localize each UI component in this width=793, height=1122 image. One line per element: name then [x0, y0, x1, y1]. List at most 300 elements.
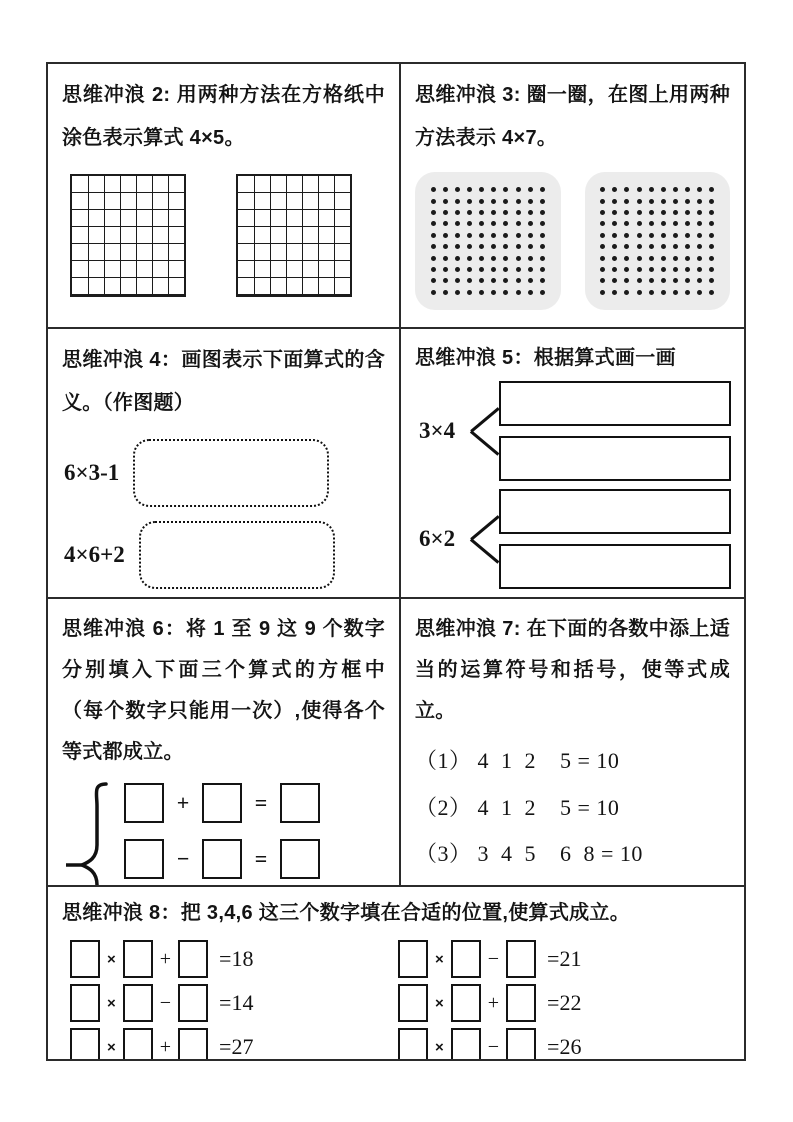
grid-cell[interactable] [286, 278, 303, 295]
grid-cell[interactable] [136, 193, 153, 210]
dot-icon [673, 290, 678, 295]
dot-icon [661, 267, 666, 272]
answer-box[interactable] [506, 1028, 536, 1059]
grid-cell[interactable] [72, 176, 89, 193]
grid-cell[interactable] [334, 278, 351, 295]
grid-cell[interactable] [104, 210, 121, 227]
dot-icon [637, 221, 642, 226]
dot-icon [697, 244, 702, 249]
dot-icon [540, 199, 545, 204]
wave8-columns [62, 937, 730, 1059]
dot-icon [661, 244, 666, 249]
grid-cell[interactable] [302, 210, 319, 227]
dot-icon [443, 187, 448, 192]
dot-icon [697, 187, 702, 192]
dot-icon [612, 221, 617, 226]
dot-icon [516, 256, 521, 261]
drawing-box[interactable] [499, 544, 731, 589]
dot-icon [673, 187, 678, 192]
dot-icon [673, 221, 678, 226]
worksheet-table [46, 62, 746, 1061]
grid-cell[interactable] [270, 261, 287, 278]
drawing-box[interactable] [499, 489, 731, 534]
dot-icon [673, 244, 678, 249]
dot-icon [637, 210, 642, 215]
answer-box[interactable] [178, 984, 208, 1022]
dot-icon [685, 267, 690, 272]
dot-icon [516, 187, 521, 192]
dot-icon [637, 244, 642, 249]
dot-icon [431, 199, 436, 204]
dot-icon [649, 233, 654, 238]
grid-cell[interactable] [72, 227, 89, 244]
grid-cell[interactable] [286, 261, 303, 278]
grid-cell[interactable] [120, 176, 137, 193]
equation-row [398, 981, 581, 1025]
wave2-title: 思维冲浪 2: 用两种方法在方格纸中涂色表示算式 4×5。 [62, 84, 385, 149]
cell-wave6 [48, 599, 401, 887]
dot-icon [697, 290, 702, 295]
grid-cell[interactable] [302, 244, 319, 261]
dot-icon [661, 199, 666, 204]
answer-box[interactable] [178, 940, 208, 978]
dot-icon [600, 221, 605, 226]
grid-cell[interactable] [318, 193, 335, 210]
grid-cell[interactable] [318, 176, 335, 193]
answer-box[interactable] [123, 940, 153, 978]
grid-cell[interactable] [270, 210, 287, 227]
operator-label: + [159, 947, 172, 970]
dot-icon [443, 267, 448, 272]
dot-array-mat[interactable] [585, 172, 731, 310]
answer-box[interactable] [506, 984, 536, 1022]
wave8-left-column [70, 937, 380, 1059]
dot-icon [528, 221, 533, 226]
expression-label: 6×3-1 [64, 460, 120, 485]
grid-cell[interactable] [238, 244, 255, 261]
dot-icon [443, 233, 448, 238]
wave5-groups [415, 381, 730, 589]
grid-cell[interactable] [318, 244, 335, 261]
grid-cell[interactable] [120, 244, 137, 261]
dot-icon [443, 210, 448, 215]
grid-cell[interactable] [302, 176, 319, 193]
times-label: × [107, 1038, 116, 1056]
dot-icon [528, 233, 533, 238]
answer-box[interactable] [451, 940, 481, 978]
expression-label: 6×2 [419, 526, 456, 551]
dot-array-mat[interactable] [415, 172, 561, 310]
dot-icon [673, 256, 678, 261]
answer-box[interactable] [70, 940, 100, 978]
dot-icon [600, 199, 605, 204]
dot-icon [661, 221, 666, 226]
answer-box[interactable] [123, 1028, 153, 1059]
dot-icon [685, 233, 690, 238]
grid-cell[interactable] [152, 278, 169, 295]
answer-box[interactable] [70, 1028, 100, 1059]
dot-icon [600, 267, 605, 272]
dot-icon [624, 267, 629, 272]
operator-label: − [487, 947, 500, 970]
dot-icon [709, 290, 714, 295]
times-label: × [435, 950, 444, 968]
grid-cell[interactable] [286, 210, 303, 227]
grid-cell[interactable] [88, 210, 105, 227]
dot-icon [491, 210, 496, 215]
dot-icon [637, 233, 642, 238]
dot-icon [637, 187, 642, 192]
grid-cell[interactable] [168, 244, 185, 261]
dot-icon [600, 244, 605, 249]
grid-cell[interactable] [334, 261, 351, 278]
grid-cell[interactable] [302, 278, 319, 295]
dot-icon [443, 244, 448, 249]
grid-cell[interactable] [270, 193, 287, 210]
dot-icon [540, 233, 545, 238]
dot-icon [443, 256, 448, 261]
grid-cell[interactable] [152, 244, 169, 261]
dot-icon [624, 278, 629, 283]
dot-icon [503, 278, 508, 283]
grid-cell[interactable] [120, 193, 137, 210]
dot-icon [637, 199, 642, 204]
dot-icon [528, 210, 533, 215]
dot-icon [503, 210, 508, 215]
grid-cell[interactable] [104, 244, 121, 261]
grid-cell[interactable] [334, 227, 351, 244]
dot-icon [697, 221, 702, 226]
dot-icon [709, 244, 714, 249]
expression-group [415, 381, 730, 481]
answer-box[interactable] [124, 839, 164, 879]
grid-cell[interactable] [254, 227, 271, 244]
dot-icon [467, 267, 472, 272]
dot-icon [612, 199, 617, 204]
grid-cell[interactable] [318, 227, 335, 244]
grid-cell[interactable] [120, 227, 137, 244]
dot-icon [516, 233, 521, 238]
dot-icon [467, 187, 472, 192]
equation-row [70, 937, 380, 981]
dot-icon [612, 233, 617, 238]
grid-cell[interactable] [88, 227, 105, 244]
dot-icon [455, 187, 460, 192]
dot-icon [431, 278, 436, 283]
dot-icon [637, 290, 642, 295]
dot-icon [624, 244, 629, 249]
grid-cell[interactable] [136, 278, 153, 295]
grid-cell[interactable] [238, 176, 255, 193]
dot-icon [503, 221, 508, 226]
dot-icon [661, 210, 666, 215]
cell-wave7 [401, 599, 744, 887]
grid-cell[interactable] [120, 261, 137, 278]
dot-icon [431, 233, 436, 238]
answer-box[interactable] [202, 839, 242, 879]
dot-icon [685, 187, 690, 192]
answer-box[interactable] [280, 839, 320, 879]
dot-icon [455, 256, 460, 261]
grid-cell[interactable] [254, 193, 271, 210]
draw-row [64, 521, 385, 589]
dot-icon [479, 233, 484, 238]
dot-icon [503, 244, 508, 249]
dot-icon [516, 210, 521, 215]
grid-cell[interactable] [334, 176, 351, 193]
grid-cell[interactable] [238, 278, 255, 295]
grid-cell[interactable] [168, 210, 185, 227]
connector-line [470, 430, 499, 455]
dot-icon [624, 233, 629, 238]
grid-cell[interactable] [104, 193, 121, 210]
dot-icon [649, 187, 654, 192]
grid-cell[interactable] [152, 227, 169, 244]
number-puzzle-line: （3） 3 4 5 6 8 = 10 [415, 841, 643, 867]
grid-cell[interactable] [88, 261, 105, 278]
dot-icon [516, 221, 521, 226]
grid-cell[interactable] [136, 227, 153, 244]
dot-icon [709, 221, 714, 226]
dot-icon [697, 210, 702, 215]
grid-cell[interactable] [72, 261, 89, 278]
dot-icon [516, 199, 521, 204]
dot-icon [528, 256, 533, 261]
square-grid[interactable] [70, 174, 186, 297]
grid-cell[interactable] [136, 210, 153, 227]
grid-cell[interactable] [88, 278, 105, 295]
grid-cell[interactable] [318, 210, 335, 227]
answer-box[interactable] [124, 783, 164, 823]
grid-cell[interactable] [136, 261, 153, 278]
answer-box[interactable] [202, 783, 242, 823]
dot-icon [709, 187, 714, 192]
dot-icon [491, 278, 496, 283]
grid-cell[interactable] [334, 193, 351, 210]
operator-label: + [159, 1035, 172, 1058]
wave3-dot-mats [415, 172, 730, 310]
dot-icon [455, 233, 460, 238]
dot-icon [479, 244, 484, 249]
grid-cell[interactable] [72, 193, 89, 210]
drawing-area-box[interactable] [133, 439, 329, 507]
dot-icon [649, 199, 654, 204]
number-puzzle-line: （2） 4 1 2 5 = 10 [415, 794, 620, 820]
grid-cell[interactable] [152, 261, 169, 278]
dot-icon [600, 187, 605, 192]
answer-box[interactable] [451, 1028, 481, 1059]
grid-cell[interactable] [254, 261, 271, 278]
dot-icon [685, 278, 690, 283]
drawing-box[interactable] [499, 381, 731, 426]
dot-icon [685, 290, 690, 295]
grid-cell[interactable] [88, 244, 105, 261]
dot-icon [528, 187, 533, 192]
dot-icon [612, 267, 617, 272]
dot-icon [455, 244, 460, 249]
equation-row [124, 839, 385, 879]
grid-cell[interactable] [254, 278, 271, 295]
operator-label: − [159, 991, 172, 1014]
grid-cell[interactable] [88, 176, 105, 193]
result-label: =26 [547, 1034, 582, 1059]
wave8-title: 思维冲浪 8：把 3,4,6 这三个数字填在合适的位置,使算式成立。 [62, 902, 631, 924]
dot-icon [491, 221, 496, 226]
dot-icon [467, 256, 472, 261]
result-label: =27 [219, 1034, 254, 1059]
dot-icon [431, 221, 436, 226]
dot-icon [479, 221, 484, 226]
grid-cell[interactable] [72, 244, 89, 261]
grid-cell[interactable] [302, 227, 319, 244]
grid-cell[interactable] [334, 210, 351, 227]
wave3-title: 思维冲浪 3: 圈一圈，在图上用两种方法表示 4×7。 [415, 84, 730, 149]
grid-cell[interactable] [168, 193, 185, 210]
dot-icon [697, 256, 702, 261]
dot-icon [685, 256, 690, 261]
grid-cell[interactable] [88, 193, 105, 210]
equals-label: = [254, 846, 268, 871]
answer-box[interactable] [506, 940, 536, 978]
equation-row [124, 783, 385, 823]
square-grid[interactable] [236, 174, 352, 297]
grid-cell[interactable] [302, 193, 319, 210]
dot-icon [455, 199, 460, 204]
wave5-title: 思维冲浪 5：根据算式画一画 [415, 347, 676, 369]
dot-icon [479, 199, 484, 204]
cell-wave5 [401, 329, 744, 599]
grid-cell[interactable] [168, 227, 185, 244]
grid-cell[interactable] [168, 278, 185, 295]
drawing-box[interactable] [499, 436, 731, 481]
grid-cell[interactable] [238, 193, 255, 210]
grid-cell[interactable] [104, 278, 121, 295]
grid-cell[interactable] [286, 244, 303, 261]
grid-cell[interactable] [152, 176, 169, 193]
dot-icon [528, 244, 533, 249]
dot-icon [516, 290, 521, 295]
dot-icon [528, 199, 533, 204]
grid-cell[interactable] [152, 193, 169, 210]
grid-cell[interactable] [270, 244, 287, 261]
answer-box[interactable] [398, 1028, 428, 1059]
dot-icon [528, 290, 533, 295]
answer-box[interactable] [398, 984, 428, 1022]
grid-cell[interactable] [302, 261, 319, 278]
dot-icon [540, 210, 545, 215]
grid-cell[interactable] [120, 210, 137, 227]
operator-label: + [487, 991, 500, 1014]
grid-cell[interactable] [136, 176, 153, 193]
dot-icon [600, 233, 605, 238]
times-label: × [435, 994, 444, 1012]
dot-icon [709, 256, 714, 261]
dot-icon [491, 199, 496, 204]
grid-cell[interactable] [286, 176, 303, 193]
dot-icon [540, 244, 545, 249]
dot-icon [685, 210, 690, 215]
drawing-area-box[interactable] [139, 521, 335, 589]
dot-icon [600, 278, 605, 283]
dot-icon [540, 256, 545, 261]
grid-cell[interactable] [72, 278, 89, 295]
grid-cell[interactable] [270, 176, 287, 193]
answer-box[interactable] [178, 1028, 208, 1059]
cell-wave8 [48, 887, 744, 1059]
grid-cell[interactable] [270, 227, 287, 244]
grid-cell[interactable] [168, 261, 185, 278]
dot-icon [503, 199, 508, 204]
dot-icon [503, 187, 508, 192]
grid-cell[interactable] [136, 244, 153, 261]
grid-cell[interactable] [254, 244, 271, 261]
answer-box[interactable] [123, 984, 153, 1022]
grid-cell[interactable] [254, 176, 271, 193]
answer-box[interactable] [451, 984, 481, 1022]
dot-icon [479, 256, 484, 261]
dot-icon [624, 187, 629, 192]
grid-cell[interactable] [334, 244, 351, 261]
dot-icon [624, 210, 629, 215]
grid-cell[interactable] [72, 210, 89, 227]
grid-cell[interactable] [104, 176, 121, 193]
dot-icon [503, 256, 508, 261]
cell-wave4 [48, 329, 401, 599]
grid-cell[interactable] [152, 210, 169, 227]
grid-cell[interactable] [318, 278, 335, 295]
dot-icon [661, 290, 666, 295]
dot-icon [479, 278, 484, 283]
dot-icon [600, 290, 605, 295]
dot-icon [516, 244, 521, 249]
grid-cell[interactable] [238, 227, 255, 244]
grid-cell[interactable] [104, 261, 121, 278]
times-label: × [107, 994, 116, 1012]
answer-box[interactable] [398, 940, 428, 978]
dot-icon [649, 290, 654, 295]
grid-cell[interactable] [104, 227, 121, 244]
dot-icon [431, 256, 436, 261]
grid-cell[interactable] [286, 227, 303, 244]
dot-icon [661, 187, 666, 192]
answer-box[interactable] [70, 984, 100, 1022]
grid-cell[interactable] [254, 210, 271, 227]
dot-icon [431, 244, 436, 249]
cell-wave3 [401, 64, 744, 329]
grid-cell[interactable] [238, 210, 255, 227]
result-label: =14 [219, 990, 254, 1015]
equals-label: = [254, 790, 268, 815]
grid-cell[interactable] [270, 278, 287, 295]
dot-icon [491, 233, 496, 238]
grid-cell[interactable] [286, 193, 303, 210]
grid-cell[interactable] [168, 176, 185, 193]
connector-line [470, 407, 499, 432]
number-puzzle-line: （1） 4 1 2 5 = 10 [415, 748, 620, 773]
dot-icon [649, 221, 654, 226]
dot-icon [673, 233, 678, 238]
dot-icon [479, 290, 484, 295]
grid-cell[interactable] [238, 261, 255, 278]
dot-icon [612, 256, 617, 261]
grid-cell[interactable] [120, 278, 137, 295]
dot-icon [709, 199, 714, 204]
grid-cell[interactable] [318, 261, 335, 278]
dot-icon [624, 199, 629, 204]
draw-row [64, 439, 385, 507]
dot-icon [467, 199, 472, 204]
answer-box[interactable] [280, 783, 320, 823]
